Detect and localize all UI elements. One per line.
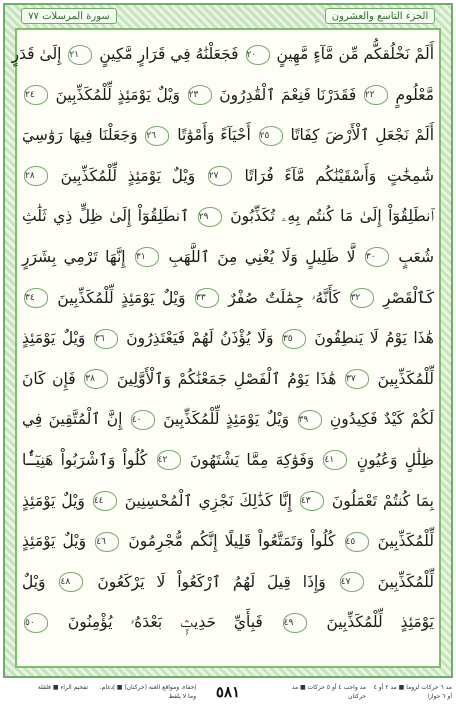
text-line [22, 521, 434, 562]
text-line [22, 115, 434, 156]
ayah-number-marker: ٢٥ [259, 126, 283, 146]
ayah-number-marker: ٣٩ [298, 410, 322, 430]
verse-text: أَلَمْ نَجْعَلِ ٱلْأَرْضَ كِفَاتًا [290, 126, 434, 145]
ayah-number-marker: ٣١ [135, 247, 159, 267]
ayah-number-marker: ٢٩ [198, 207, 222, 227]
verse-text: يَوْمَئِذٍ لِّلْمُكَذِّبِينَ [326, 613, 434, 632]
verse-text: وَيْلٌ [22, 572, 46, 591]
text-line [22, 75, 434, 116]
tajweed-legend-madd: مد ٦ حركات لزوما ■ مد ٢ أو ٤ أو ٦ جوازا [373, 684, 452, 700]
verse-text: لَكُمْ كَيْدٌ فَكِيدُونِ [329, 410, 435, 429]
ayah-number-marker: ٢٢ [364, 85, 388, 105]
ayah-number-marker: ٣٤ [24, 288, 48, 308]
ayah-number-marker: ٢١ [68, 45, 92, 65]
verse-text: أَلَمْ نَخْلُقكُّم مِّن مَّآءٍ مَّهِينٍ [276, 45, 434, 63]
verse-text: وَجَعَلْنَا فِيهَا رَوَٰسِيَ [22, 126, 138, 145]
verse-text: أَحْيَآءً وَأَمْوَٰتًا [177, 126, 251, 145]
verse-text: لَّا ظَلِيلٍ وَلَا يُغْنِي مِنَ ٱللَّهَبِ [168, 247, 356, 266]
verse-text: وَيْلٌ يَوْمَئِذٍ لِّلْمُكَذِّبِينَ [57, 288, 186, 307]
ayah-number-marker: ٢٦ [145, 126, 169, 146]
verse-text: إِلَىٰ قَدَرٍ [11, 45, 62, 63]
verse-text: إِنَّ ٱلْمُتَّقِينَ فِي [22, 410, 123, 429]
verse-text: وَفَوَٰكِهَ مِمَّا يَشْتَهُونَ [189, 450, 315, 469]
verse-text: هَٰذَا يَوْمُ لَا يَنطِقُونَ [314, 329, 434, 348]
verse-text: ظِلَٰلٍ وَعُيُونٍ [356, 450, 434, 469]
ayah-number-marker: ٤٣ [300, 491, 324, 511]
ayah-number-marker: ٢٣ [188, 85, 212, 105]
text-line [22, 602, 434, 643]
juz-label: الجزء التاسع والعشرون [325, 8, 435, 24]
ayah-number-marker: ٣٢ [350, 288, 374, 308]
verse-text: لِّلْمُكَذِّبِينَ [377, 572, 434, 591]
ayah-number-marker: ٢٤ [24, 85, 48, 105]
text-line [22, 196, 434, 237]
text-line [22, 318, 434, 359]
tajweed-legend-tafkhim: تفخيم الراء ■ قلقلة [37, 684, 88, 691]
verse-text: وَيْلٌ يَوْمَئِذٍ [22, 329, 86, 348]
verse-text: إِنَّهَا تَرْمِي بِشَرَرٍ [22, 247, 126, 266]
text-line [11, 34, 434, 75]
verse-text: شَٰمِخَٰتٍ وَأَسْقَيْنَٰكُم مَّآءً فُرَاتًا [244, 166, 434, 185]
text-line [22, 440, 434, 481]
verse-text: هَٰذَا يَوْمُ ٱلْفَصْلِ جَمَعْنَٰكُمْ وَٱلْأَوَّلِينَ [116, 369, 337, 388]
ayah-number-marker: ٤٤ [93, 491, 117, 511]
verse-text: لِّلْمُكَذِّبِينَ [377, 369, 434, 388]
ayah-number-marker: ٢٧ [208, 166, 232, 186]
surah-name-label: سورة المرسلات ٧٧ [21, 8, 117, 24]
verse-text: كُلُواْ وَتَمَتَّعُواْ قَلِيلًا إِنَّكُم مُّجْرِمُونَ [128, 532, 336, 551]
verse-text: وَيْلٌ يَوْمَئِذٍ لِّلْمُكَذِّبِينَ [163, 410, 290, 429]
verse-text: وَيْلٌ يَوْمَئِذٍ لِّلْمُكَذِّبِينَ [60, 166, 196, 185]
text-line [22, 359, 434, 400]
verse-text: كُلُواْ وَٱشْرَبُواْ هَنِيٓـَٔۢا [22, 450, 148, 469]
ayah-number-marker: ٣٦ [94, 329, 118, 349]
text-line [22, 156, 434, 197]
text-line [22, 481, 434, 522]
ayah-number-marker: ٣٨ [84, 369, 108, 389]
page-header [15, 6, 441, 28]
ayah-number-marker: ٣٠ [365, 247, 389, 267]
verse-text: وَلَا يُؤْذَنُ لَهُمْ فَيَعْتَذِرُونَ [126, 329, 274, 348]
verse-text: فَبِأَيِّ حَدِيثٍۭ بَعْدَهُۥ يُؤْمِنُونَ [67, 613, 263, 632]
verse-text: لِّلْمُكَذِّبِينَ [377, 532, 434, 551]
verse-text: إِنَّا كَذَٰلِكَ نَجْزِي ٱلْمُحْسِنِينَ [124, 491, 292, 510]
ayah-number-marker: ٣٣ [195, 288, 219, 308]
page-number: ٥٨١ [215, 683, 241, 701]
verse-text: بِمَا كُنتُمْ تَعْمَلُونَ [331, 491, 434, 510]
tajweed-legend-madd-wajib: مد واجب ٤ أو ٥ حركات ■ مد حركتان [291, 684, 366, 700]
ayah-number-marker: ٣٥ [282, 329, 306, 349]
verse-text: ٱنطَلِقُوٓاْ إِلَىٰ ظِلٍّ ذِي ثَلَٰثِ [22, 207, 190, 226]
ayah-number-marker: ٤٥ [345, 532, 369, 552]
ayah-number-marker: ٤١ [323, 450, 347, 470]
quran-text [11, 34, 435, 643]
ayah-number-marker: ٤٠ [131, 410, 155, 430]
ayah-number-marker: ٤٩ [283, 613, 307, 633]
verse-text: فَإِن كَانَ [22, 369, 76, 388]
page-footer [0, 680, 456, 706]
text-line [22, 399, 434, 440]
verse-text: فَقَدَرْنَا فَنِعْمَ ٱلْقَٰدِرُونَ [219, 85, 357, 104]
ayah-number-marker: ٤٧ [340, 572, 364, 592]
verse-text: وَيْلٌ يَوْمَئِذٍ [22, 532, 87, 551]
verse-text: فَجَعَلْنَٰهُ فِي قَرَارٍ مَّكِينٍ [99, 45, 239, 63]
verse-text: مَّعْلُومٍ [395, 85, 435, 104]
ayah-number-marker: ٢٨ [24, 166, 48, 186]
ayah-number-marker: ٢٠ [246, 45, 270, 65]
verse-text: ٱنطَلِقُوٓاْ إِلَىٰ مَا كُنتُم بِهِۦ تُكَذِّبُونَ [230, 207, 435, 226]
tajweed-legend-ikhfa: إخفاء، ومواقع الغنة (حركتان) ■ إدغام، وما لا يلفظ [99, 684, 196, 700]
verse-text: شُعَبٍ [398, 247, 435, 266]
ayah-number-marker: ٤٦ [95, 532, 119, 552]
verse-text: وَيْلٌ يَوْمَئِذٍ [22, 491, 85, 510]
ayah-number-marker: ٥٠ [24, 613, 48, 633]
verse-text: كَٱلْقَصْرِ [382, 288, 434, 307]
ayah-number-marker: ٣٧ [345, 369, 369, 389]
ayah-number-marker: ٤٢ [157, 450, 181, 470]
verse-text: وَإِذَا قِيلَ لَهُمُ ٱرْكَعُواْ لَا يَرْكَعُونَ [97, 572, 326, 591]
text-line [22, 278, 434, 319]
text-line [22, 237, 434, 278]
ayah-number-marker: ٤٨ [59, 572, 83, 592]
verse-text: كَأَنَّهُۥ جِمَٰلَتٌ صُفْرٌ [228, 288, 341, 307]
text-line [22, 562, 434, 603]
verse-text: وَيْلٌ يَوْمَئِذٍ لِّلْمُكَذِّبِينَ [55, 85, 181, 104]
